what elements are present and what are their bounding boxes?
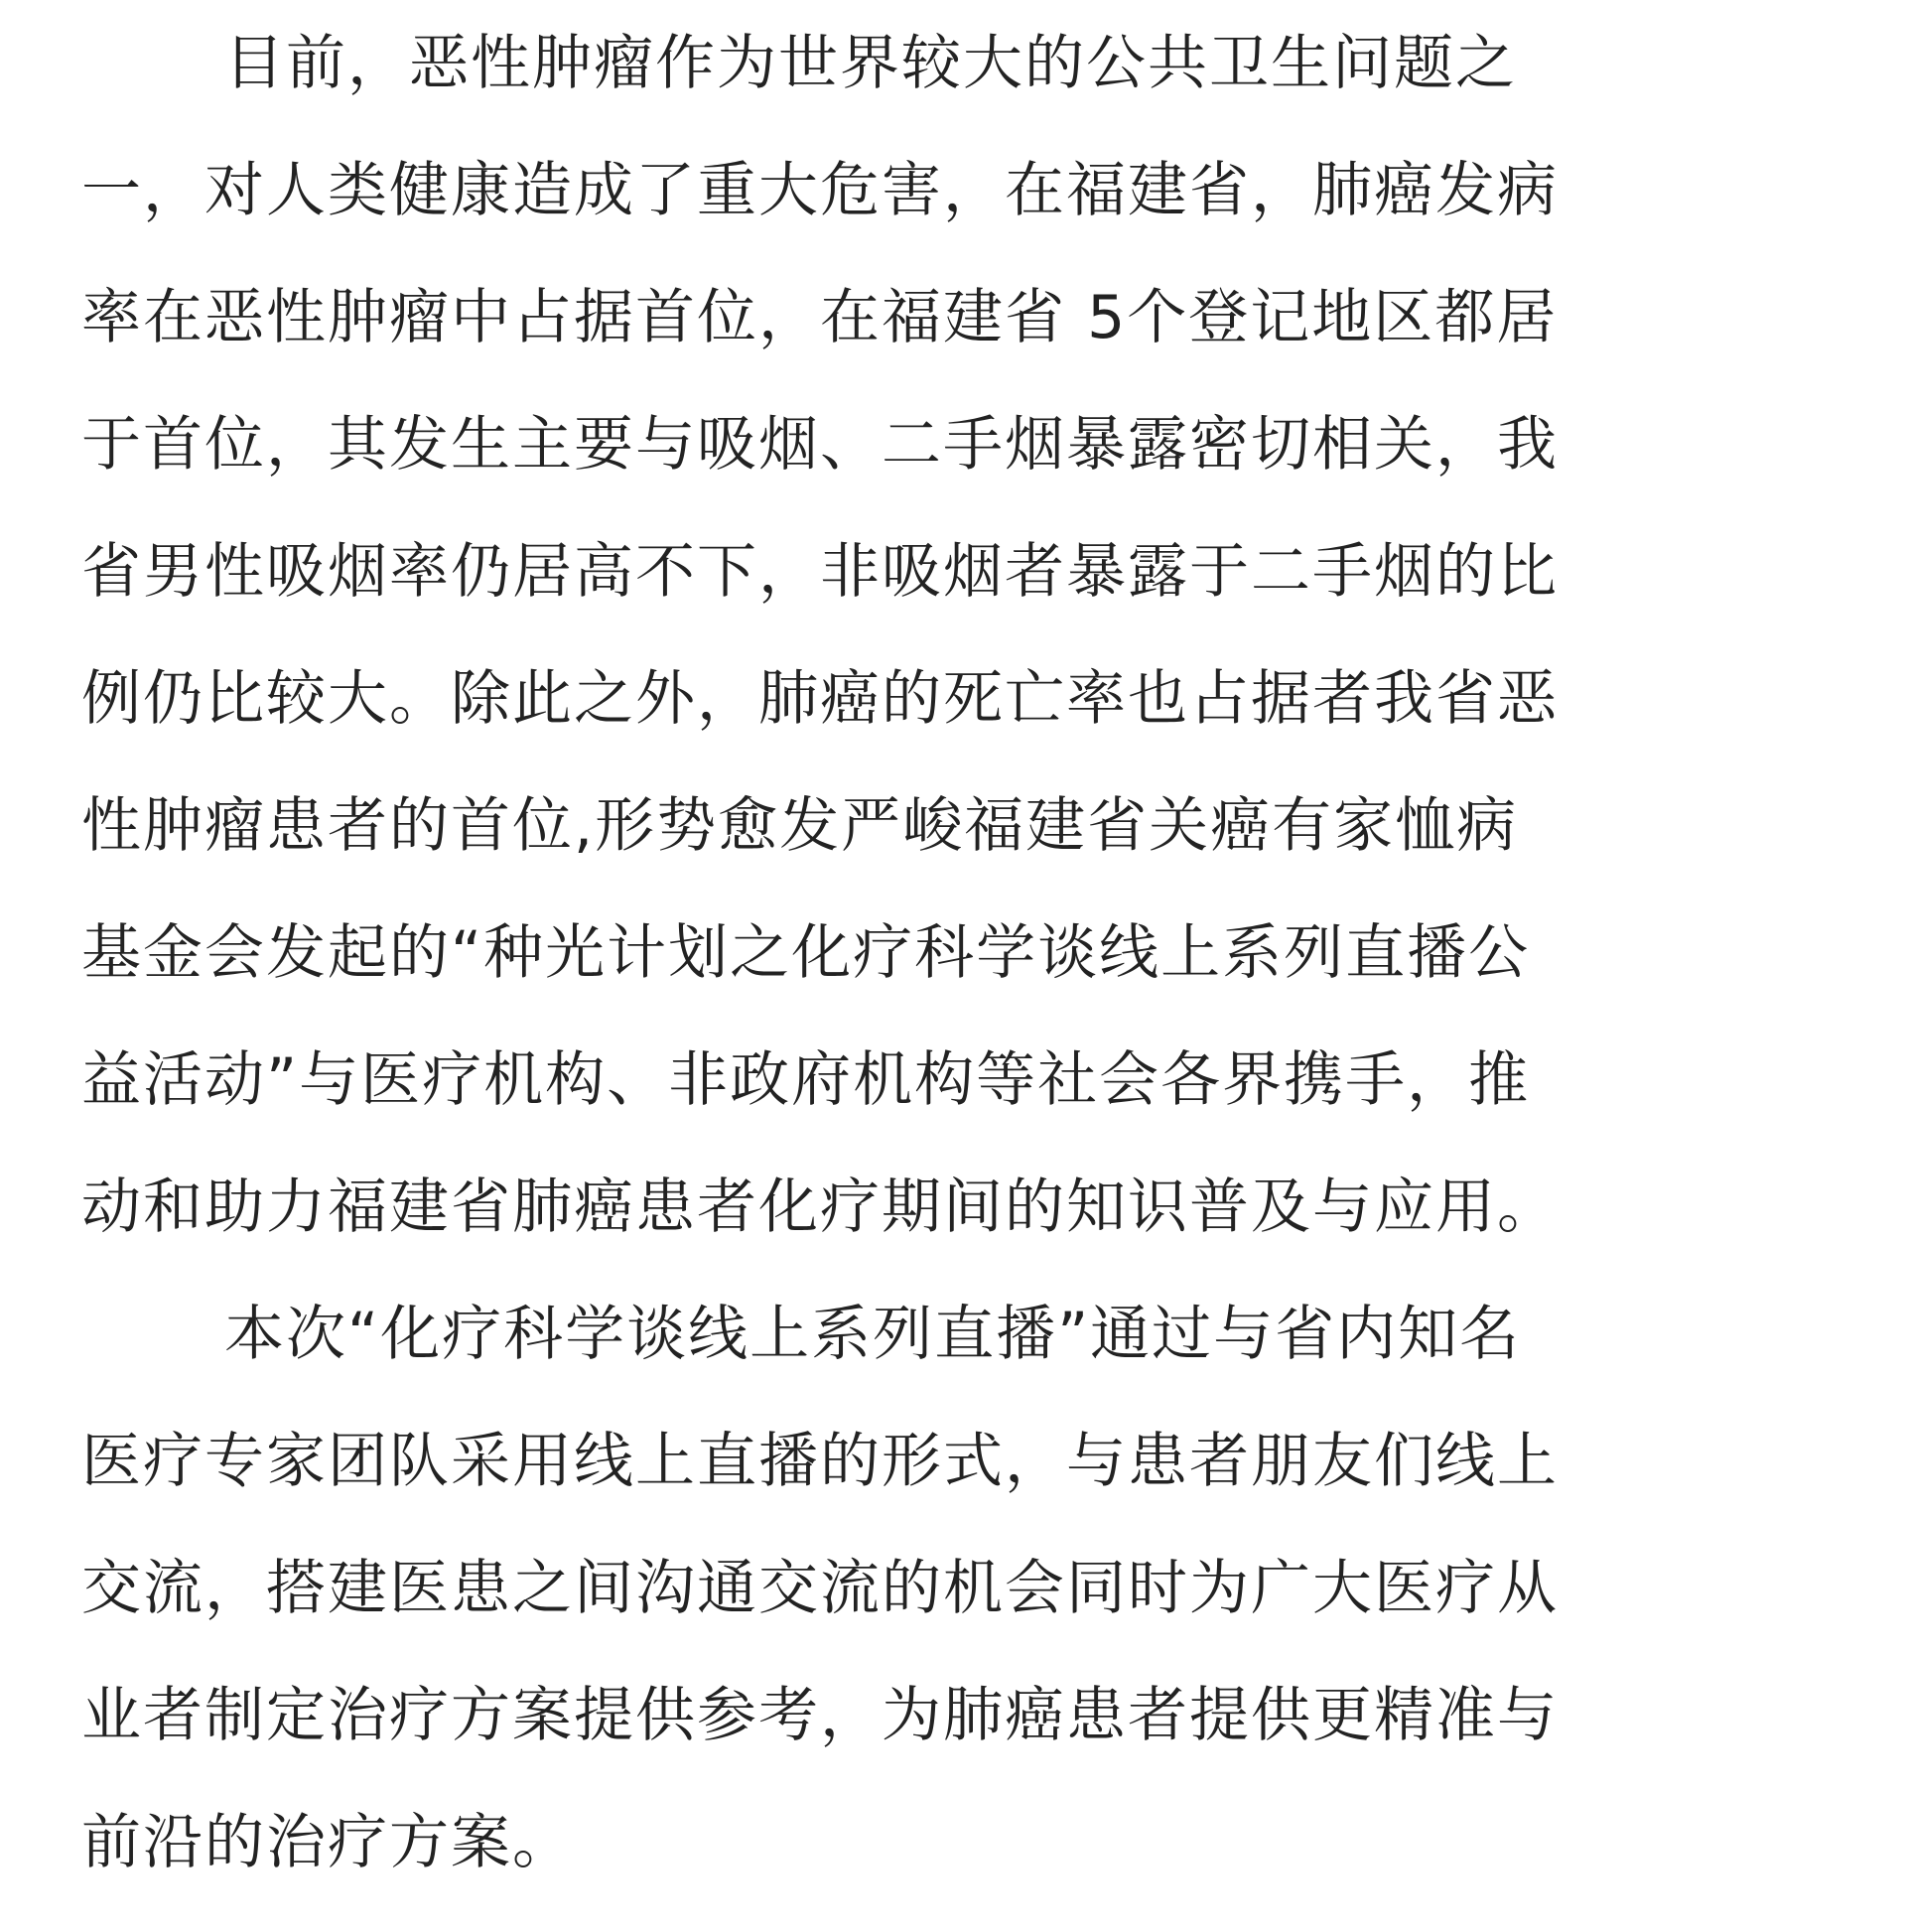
text-line: 性肿瘤患者的首位,形势愈发严峻福建省关癌有家恤病 — [81, 791, 1519, 861]
text-line: 益活动”与医疗机构、非政府机构等社会各界携手，推 — [81, 1045, 1531, 1115]
text-line: 基金会发起的“种光计划之化疗科学谈线上系列直播公 — [81, 918, 1531, 988]
paragraph-1 — [81, 0, 1809, 1271]
text-line: 动和助力福建省肺癌患者化疗期间的知识普及与应用。 — [81, 1173, 1559, 1242]
text-line: 率在恶性肿瘤中占据首位，在福建省 5个登记地区都居 — [81, 283, 1559, 352]
text-line: 前沿的治疗方案。 — [81, 1808, 574, 1877]
document-body — [81, 0, 1809, 1906]
text-line: 省男性吸烟率仍居高不下，非吸烟者暴露于二手烟的比 — [81, 537, 1559, 607]
text-line: 例仍比较大。除此之外，肺癌的死亡率也占据者我省恶 — [81, 664, 1559, 734]
text-line: 本次“化疗科学谈线上系列直播”通过与省内知名 — [224, 1300, 1522, 1369]
text-line: 医疗专家团队采用线上直播的形式，与患者朋友们线上 — [81, 1427, 1559, 1496]
text-line: 于首位，其发生主要与吸烟、二手烟暴露密切相关，我 — [81, 410, 1559, 480]
text-line: 交流，搭建医患之间沟通交流的机会同时为广大医疗从 — [81, 1554, 1559, 1623]
text-line: 一，对人类健康造成了重大危害，在福建省，肺癌发病 — [81, 156, 1559, 225]
text-line: 目前，恶性肿瘤作为世界较大的公共卫生问题之 — [224, 29, 1517, 98]
text-line: 业者制定治疗方案提供参考，为肺癌患者提供更精准与 — [81, 1681, 1559, 1750]
paragraph-2 — [81, 1271, 1809, 1906]
